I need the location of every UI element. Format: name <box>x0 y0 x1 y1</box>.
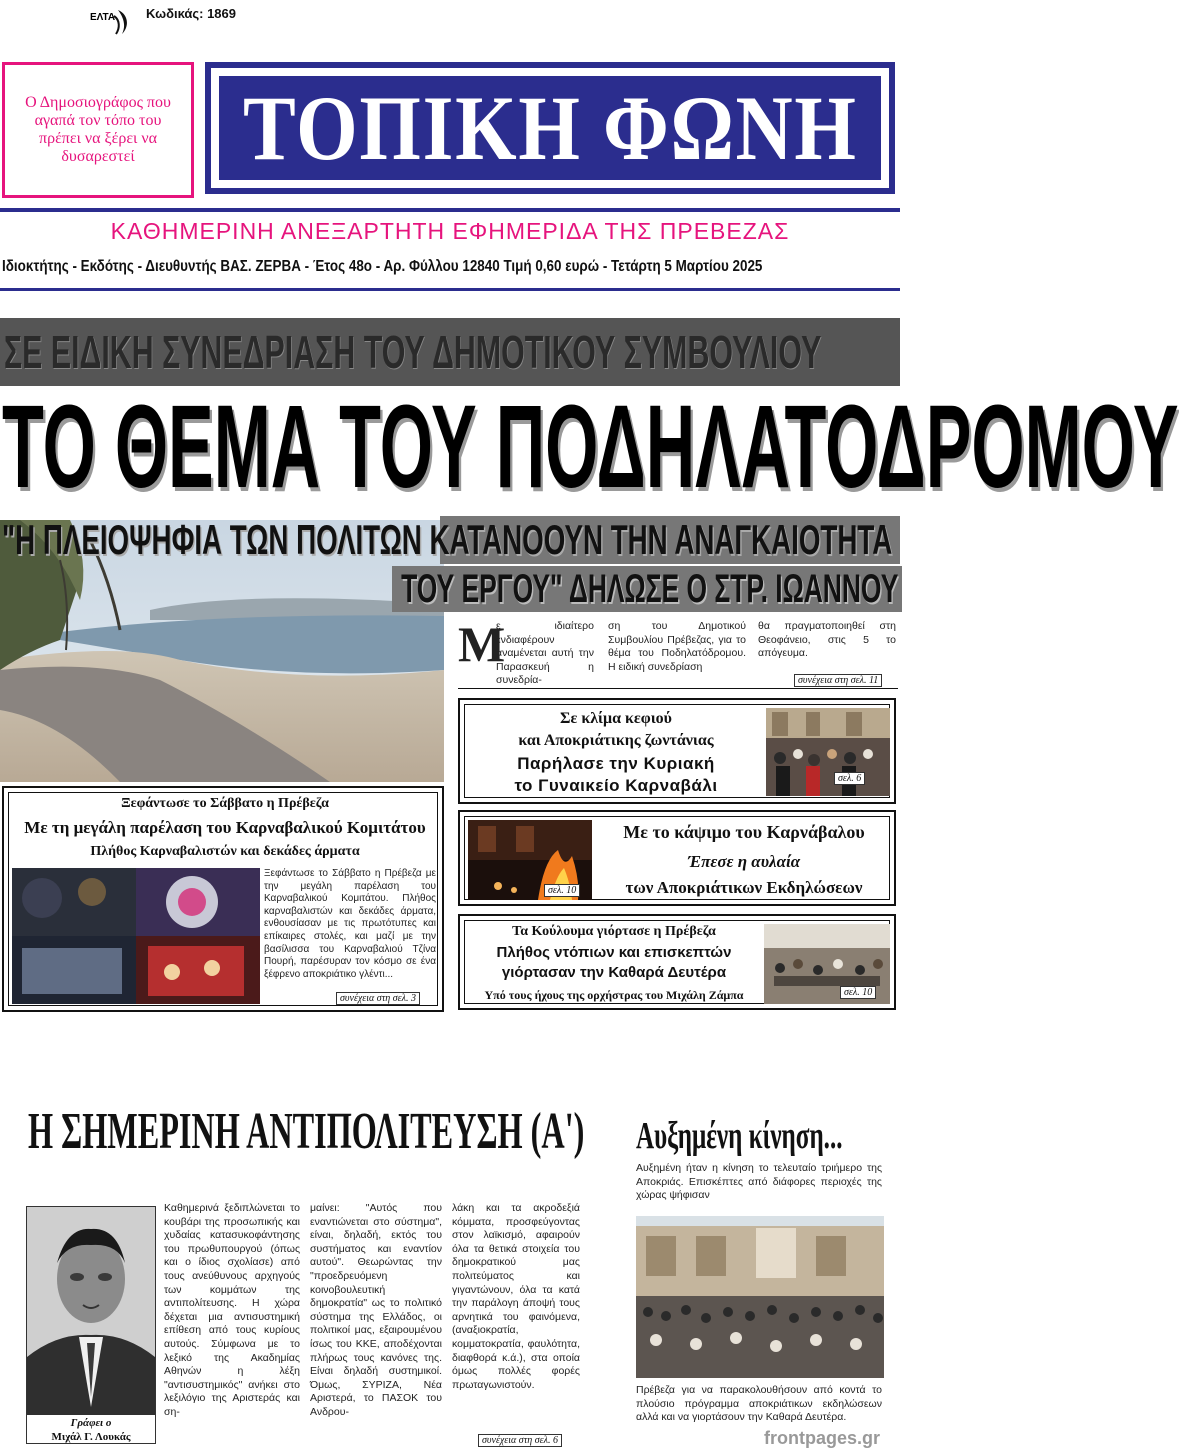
lead-col-3: θα πραγματοποιηθεί στη Θεοφάνειο, στις 5 το απόγευμα. <box>758 620 896 659</box>
postal-code: Κωδικάς: 1869 <box>146 6 236 21</box>
divider <box>0 208 900 212</box>
box-line: το Γυναικείο Καρναβάλι <box>514 776 718 795</box>
tagline: ΚΑΘΗΜΕΡΙΝΗ ΑΝΕΞΑΡΤΗΤΗ ΕΦΗΜΕΡΙΔΑ ΤΗΣ ΠΡΕΒΕΖΑΣ <box>110 218 790 244</box>
box-line: Ξεφάντωσε το Σάββατο η Πρέβεζα <box>121 796 329 811</box>
opinion-col-2: μαίνει: "Αυτός που εναντιώνεται στο σύστημα", είναι, δηλαδή, εκτός του συστήματος και εναντίον αυτού". Θεωρώντας την "προεδρευόμενη κοινοβουλευτική δημοκρατία" ως το πολιτικό σύστημα της Ελλάδος, οι πολιτικοί μας, εξαιρουμένου ίσως του ΚΚΕ, αποδέχονται πλήρως τους κανόνες της. Είναι δηλαδή συστημικοί. Όμως, ΣΥΡΙΖΑ, Νέα Αριστερά, το ΠΑΣΟΚ του Ανδρου- <box>310 1202 442 1418</box>
publication-info: Ιδιοκτήτης - Εκδότης - Διευθυντής ΒΑΣ. ΖΕΡΒΑ - Έτος 48ο - Αρ. Φύλλου 12840 Τιμή 0,60 ευρώ - Τετάρτη 5 Μαρτίου 2025 <box>2 258 763 275</box>
box-line: Με τη μεγάλη παρέλαση του Καρναβαλικού Κομιτάτου <box>24 818 426 837</box>
box-line: Υπό τους ήχους της ορχήστρας του Μιχάλη Ζάμπα <box>484 988 744 1002</box>
elta-logo-icon <box>88 6 134 38</box>
opinion-col-1: Καθημερινά ξεδιπλώνεται το κουβάρι της προσωπικής και χυδαίας κατασυκοφάντησης του πρωθυπουργού (όπως και ο ίδιος σχολίασε) από τους ανεύθυνους αρχηγούς των κομμάτων της αντιπολίτευσης. Η χώρα δέχεται μια αντισυστημική επίθεση από τους κυρίους αυτούς. Σύμφωνα με το λεξικό της Ακαδημίας Αθηνών η λέξη "αντισυστημικός" ανήκει στο λεξιλόγιο της Αριστεράς και ση- <box>164 1202 300 1418</box>
box-line: Έπεσε η αυλαία <box>687 852 801 871</box>
koulouma-box[interactable] <box>458 914 896 1010</box>
svg-text:ΕΛΤΑ: ΕΛΤΑ <box>90 12 116 23</box>
carnival-burning-box[interactable] <box>458 810 896 906</box>
parade-box[interactable] <box>2 786 444 1012</box>
opinion-col-3: λάκη και τα ακροδεξιά κόμματα, προσφεύγοντας στον λαϊκισμό, αφαιρούν όλα τα θετικά στοιχεία του δημοκρατικού μας πολιτεύματος και γιγαντώνουν, όλα τα κατά την παράλογη άποψή τους αρνητικά του φαινόμενα, (αναξιοκρατία, κομματοκρατία, φαυλότητα, διαφθορά κ.ά.), στα οποία όμως πολλές φορές πρωταγωνιστούν. <box>452 1202 580 1391</box>
watermark: frontpages.gr <box>764 1428 881 1448</box>
box-line: Σε κλίμα κεφιού <box>560 710 672 727</box>
nameplate <box>205 62 895 194</box>
parade-body: Ξεφάντωσε το Σάββατο η Πρέβεζα με την μεγάλη παρέλαση του Καρναβαλικού Κομιτάτου. Πλήθος καρναβαλιστών και δεκάδες άρματα, ενθουσίασαν με τις πρωτότυπες και επίκαιρες στολές, και μαζί με την βασίλισσα του Καρναβαλιού Τζίνα Πουρή, παρέσυραν τον κόσμο σε ένα ξέφρενο αποκριάτικο γλέντι... <box>264 868 436 980</box>
author-portrait-frame <box>26 1206 156 1444</box>
side-intro: Αυξημένη ήταν η κίνηση το τελευταίο τριήμερο της Αποκριάς. Επισκέπτες από διάφορες περιοχές της χώρας ψήφισαν <box>636 1162 882 1202</box>
lead-subheadline-1: "Η ΠΛΕΙΟΨΗΦΙΑ ΤΩΝ ΠΟΛΙΤΩΝ ΚΑΤΑΝΟΟΥΝ ΤΗΝ ΑΝΑΓΚΑΙΟΤΗΤΑ <box>0 516 900 564</box>
byline-2: Μιχάλ Γ. Λουκάς <box>51 1431 131 1443</box>
continued-link[interactable]: συνέχεια στη σελ. 3 <box>336 992 420 1005</box>
page-ref[interactable]: σελ. 10 <box>840 986 876 999</box>
opinion-headline: Η ΣΗΜΕΡΙΝΗ ΑΝΤΙΠΟΛΙΤΕΥΣΗ (Α') <box>28 1103 585 1160</box>
parade-photo <box>12 868 260 1004</box>
women-carnival-photo <box>766 708 890 796</box>
lead-subheadline-2: ΤΟΥ ΕΡΓΟΥ" ΔΗΛΩΣΕ Ο ΣΤΡ. ΙΩΑΝΝΟΥ <box>392 566 902 612</box>
continued-link[interactable]: συνέχεια στη σελ. 6 <box>478 1434 562 1447</box>
box-line: και Αποκριάτικης ζωντάνιας <box>518 732 714 749</box>
divider <box>0 288 900 291</box>
box-line: Με το κάψιμο του Καρνάβαλου <box>623 822 865 842</box>
newspaper-title: ΤΟΠΙΚΗ ΦΩΝΗ <box>242 77 858 179</box>
dropcap: Μ <box>458 616 506 672</box>
side-headline: Αυξημένη κίνηση... <box>636 1115 843 1157</box>
divider <box>458 688 898 689</box>
page-ref[interactable]: σελ. 6 <box>834 772 865 785</box>
continued-link[interactable]: συνέχεια στη σελ. 11 <box>794 674 882 687</box>
box-line: Παρήλασε την Κυριακή <box>517 754 715 773</box>
page-ref[interactable]: σελ. 10 <box>544 884 580 897</box>
box-line: των Αποκριάτικων Εκδηλώσεων <box>625 878 863 897</box>
side-outro: Πρέβεζα για να παρακολουθήσουν από κοντά το πλούσιο πρόγραμμα αποκριάτικων εκδηλώσεων αλλά και να γιορτάσουν την Καθαρά Δευτέρα. <box>636 1384 882 1424</box>
box-line: Πλήθος Καρναβαλιστών και δεκάδες άρματα <box>90 844 360 859</box>
crowd-photo <box>636 1216 884 1378</box>
lead-kicker: ΣΕ ΕΙΔΙΚΗ ΣΥΝΕΔΡΙΑΣΗ ΤΟΥ ΔΗΜΟΤΙΚΟΥ ΣΥΜΒΟΥΛΙΟΥ <box>0 318 900 386</box>
lead-col-2: ση του Δημοτικού Συμβουλίου Πρέβεζας, για το θέμα του Ποδηλατόδρομου. Η ειδική συνεδρίαση <box>608 620 746 673</box>
motto-text: Ο Δημοσιογράφος που αγαπά τον τόπο του πρέπει να ξέρει να δυσαρεστεί <box>25 94 171 165</box>
lead-col-1: ε ιδιαίτερο ενδιαφέρουν αναμένεται αυτή την Παρασκευή η συνεδρία- <box>496 620 594 686</box>
lead-headline: ΤΟ ΘΕΜΑ ΤΟΥ ΠΟΔΗΛΑΤΟΔΡΟΜΟΥ <box>2 381 1179 513</box>
box-line: Πλήθος ντόπιων και επισκεπτών <box>496 944 732 961</box>
author-portrait <box>27 1207 155 1415</box>
box-line: γιόρτασαν την Καθαρά Δευτέρα <box>501 964 727 981</box>
motto-box <box>2 62 194 198</box>
box-line: Τα Κούλουμα γιόρτασε η Πρέβεζα <box>512 924 716 939</box>
byline-1: Γράφει ο <box>70 1417 112 1429</box>
women-carnival-box[interactable] <box>458 698 896 804</box>
